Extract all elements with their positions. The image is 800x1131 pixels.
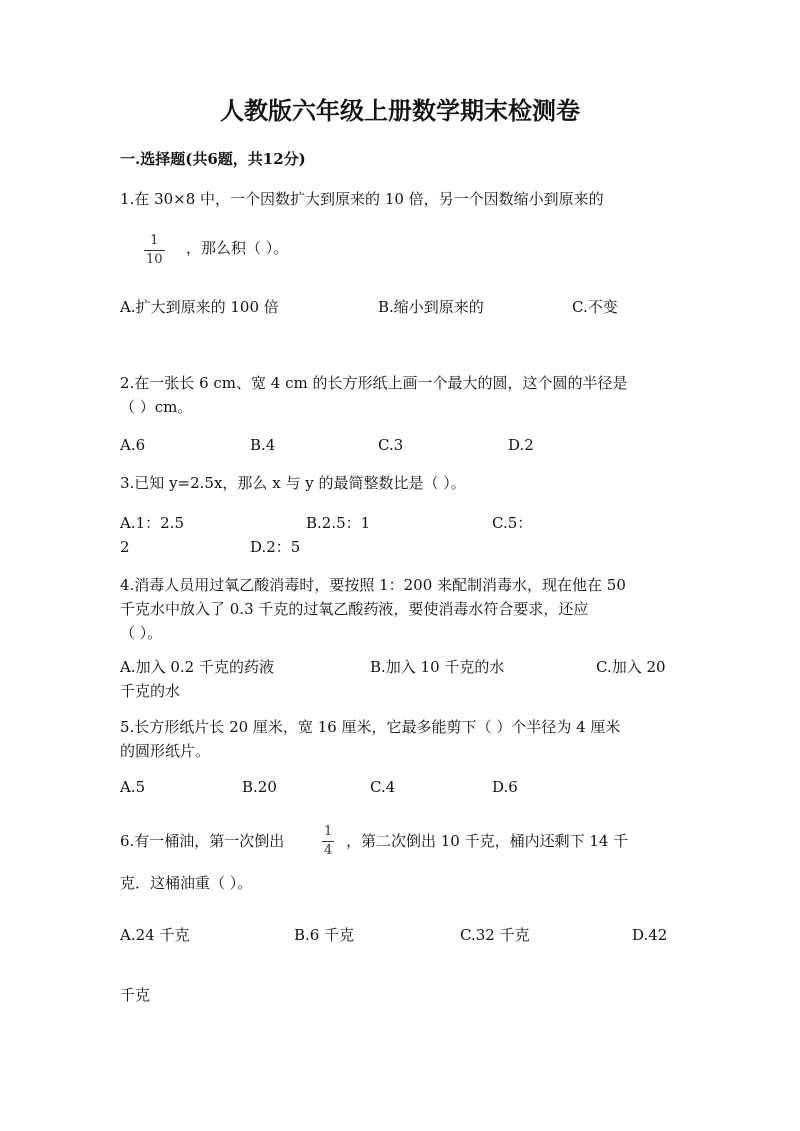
q4-option-a: A.加入 0.2 千克的药液 xyxy=(120,658,274,676)
q5-option-c: C.4 xyxy=(370,778,396,796)
q5-stem-line1: 5.长方形纸片长 20 厘米，宽 16 厘米，它最多能剪下（ ）个半径为 4 厘米 xyxy=(120,718,621,736)
q1-option-b: B.缩小到原来的 xyxy=(378,298,484,316)
q1-fraction-denominator: 10 xyxy=(146,252,163,267)
q2-option-a: A.6 xyxy=(120,436,146,454)
q5-option-a: A.5 xyxy=(120,778,146,796)
q5-option-d: D.6 xyxy=(492,778,518,796)
q2-stem-line1: 2.在一张长 6 cm、宽 4 cm 的长方形纸上画一个最大的圆，这个圆的半径是 xyxy=(120,374,628,392)
q5-stem-line2: 的圆形纸片。 xyxy=(120,742,211,760)
q6-option-a: A.24 千克 xyxy=(120,926,190,944)
fraction-bar xyxy=(322,841,334,842)
q2-option-d: D.2 xyxy=(508,436,534,454)
page-title: 人教版六年级上册数学期末检测卷 xyxy=(220,96,580,125)
q6-option-d: D.42 xyxy=(632,926,668,944)
q2-option-c: C.3 xyxy=(378,436,404,454)
q4-stem-line2: 千克水中放入了 0.3 千克的过氧乙酸药液，要使消毒水符合要求，还应 xyxy=(120,600,589,618)
q3-option-d: D.2：5 xyxy=(250,538,301,556)
q1-fraction xyxy=(144,234,165,267)
q6-option-d-wrap: 千克 xyxy=(120,986,151,1004)
q3-stem: 3.已知 y=2.5x，那么 x 与 y 的最简整数比是（ ）。 xyxy=(120,474,466,492)
q1-fraction-numerator: 1 xyxy=(150,233,159,248)
q1-option-c: C.不变 xyxy=(572,298,618,316)
q4-stem-line3: （ ）。 xyxy=(120,624,163,642)
q6-stem-line2: 克．这桶油重（ ）。 xyxy=(120,874,253,892)
q2-stem-line2: （ ）cm。 xyxy=(120,398,193,416)
q1-stem-line1: 1.在 30×8 中，一个因数扩大到原来的 10 倍，另一个因数缩小到原来的 xyxy=(120,190,604,208)
q4-option-b: B.加入 10 千克的水 xyxy=(370,658,505,676)
q6-fraction-denominator: 4 xyxy=(324,843,333,858)
q6-option-c: C.32 千克 xyxy=(460,926,530,944)
q4-stem-line1: 4.消毒人员用过氧乙酸消毒时，要按照 1：200 来配制消毒水，现在他在 50 xyxy=(120,576,626,594)
q6-stem-line1-end: ，第二次倒出 10 千克，桶内还剩下 14 千 xyxy=(346,832,629,850)
section-heading: 一.选择题(共6题，共12分) xyxy=(120,150,306,168)
q3-option-b: B.2.5：1 xyxy=(306,514,371,532)
q3-option-a: A.1：2.5 xyxy=(120,514,184,532)
q3-option-c-wrap: 2 xyxy=(120,538,130,556)
q4-option-c-wrap: 千克的水 xyxy=(120,682,181,700)
q1-option-a: A.扩大到原来的 100 倍 xyxy=(120,298,279,316)
q4-option-c: C.加入 20 xyxy=(596,658,666,676)
q2-option-b: B.4 xyxy=(250,436,276,454)
q6-fraction-numerator: 1 xyxy=(324,824,333,839)
q6-option-b: B.6 千克 xyxy=(294,926,355,944)
fraction-bar xyxy=(144,250,165,251)
q6-stem-line1-start: 6.有一桶油，第一次倒出 xyxy=(120,832,285,850)
q3-option-c: C.5： xyxy=(492,514,533,532)
q5-option-b: B.20 xyxy=(242,778,277,796)
q1-stem-line2: ，那么积（ ）。 xyxy=(186,239,289,257)
q6-fraction xyxy=(322,825,334,858)
